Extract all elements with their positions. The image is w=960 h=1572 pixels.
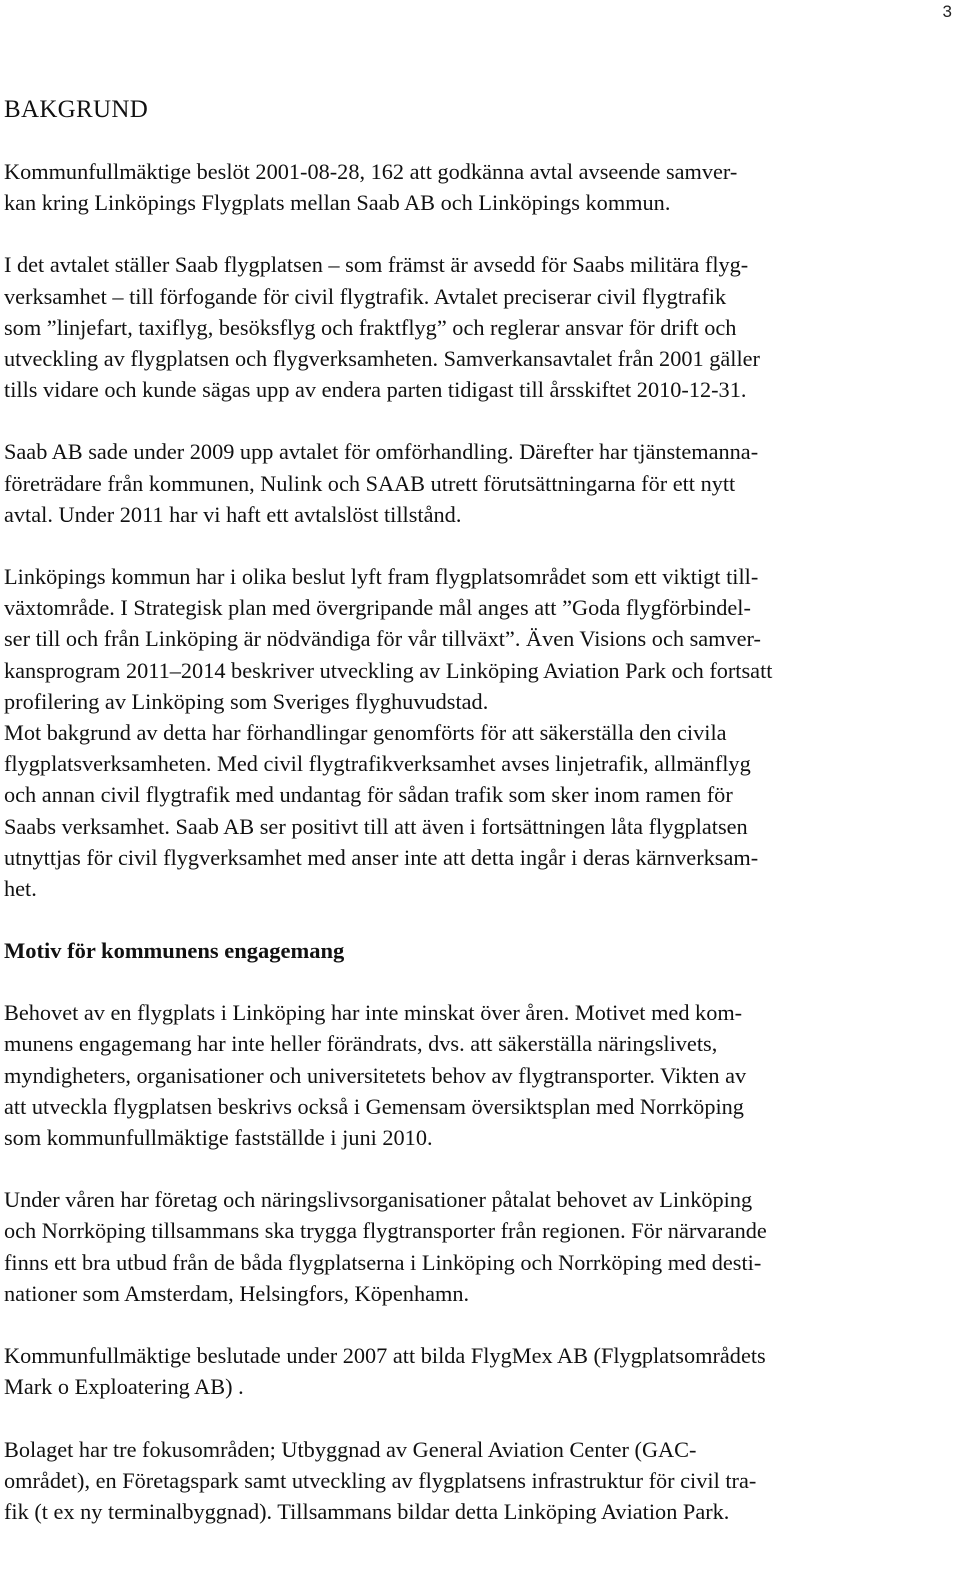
paragraph-agreement: I det avtalet ställer Saab flygplatsen – som främst är avsedd för Saabs militära flyg- verksamhet – till förfogande för civil flygtrafik. Avtalet preciserar civil flygtrafik som ”linjefart, taxiflyg, besöksflyg och fraktflyg” och reglerar ansvar för drift och utveckling av flygplatsen och flygverksamheten. Samverkansavtalet från 2001 gäller tills vidare och kunde sägas upp av endera parten tidigast till årsskiftet 2010-12-31. — [4, 252, 760, 403]
paragraph-decision-2001: Kommunfullmäktige beslöt 2001-08-28, 162 att godkänna avtal avseende samver- kan kring Linköpings Flygplats mellan Saab AB och Linköpings kommun. — [4, 159, 738, 216]
paragraph-growth-area: Linköpings kommun har i olika beslut lyft fram flygplatsområdet som ett viktigt till- växtområde. I Strategisk plan med övergripande mål anges att ”Goda flygförbindel- ser till och från Linköping är nödvändiga för vår tillväxt”. Även Visions och samver- kansprogram 2011–2014 beskriver utveckling av Linköping Aviation Park och fortsatt profilering av Linköping som Sveriges flyghuvudstad. — [4, 564, 773, 714]
paragraph-renegotiation: Saab AB sade under 2009 upp avtalet för omförhandling. Därefter har tjänstemanna- företrädare från kommunen, Nulink och SAAB utrett förutsättningarna för ett nytt avtal. Under 2011 har vi haft ett avtalslöst tillstånd. — [4, 439, 759, 527]
document-body — [4, 94, 954, 1558]
page-number: 3 — [942, 2, 952, 21]
paragraph-focus-areas: Bolaget har tre fokusområden; Utbyggnad av General Aviation Center (GAC- området), en Företagspark samt utveckling av flygplatsens infrastruktur för civil tra- fik (t ex ny terminalbyggnad). Tillsammans bildar detta Linköping Aviation Park. — [4, 1436, 757, 1524]
paragraph-negotiations: Mot bakgrund av detta har förhandlingar genomförts för att säkerställa den civila flygplatsverksamheten. Med civil flygtrafikverksamhet avses linjetrafik, allmänflyg och annan civil flygtrafik med undantag för sådan trafik som sker inom ramen för Saabs verksamhet. Saab AB ser positivt till att även i fortsättningen låta flygplatsen utnyttjas för civil flygverksamhet med anser inte att detta ingår i deras kärnverksam- het. — [4, 720, 759, 902]
section-heading-bakgrund: BAKGRUND — [4, 96, 149, 123]
paragraph-flygmex: Kommunfullmäktige beslutade under 2007 att bilda FlygMex AB (Flygplatsområdets Mark o Exploatering AB) . — [4, 1343, 766, 1400]
paragraph-spring-companies: Under våren har företag och näringslivsorganisationer påtalat behovet av Linköping och Norrköping tillsammans ska trygga flygtransporter från regionen. För närvarande finns ett bra utbud från de båda flygplatserna i Linköping och Norrköping med desti- nationer som Amsterdam, Helsingfors, Köpenhamn. — [4, 1187, 767, 1306]
paragraph-airport-need: Behovet av en flygplats i Linköping har inte minskat över åren. Motivet med kom- munens engagemang har inte heller förändrats, dvs. att säkerställa näringslivets, myndigheters, organisationer och universitetets behov av flygtransporter. Vikten av att utveckla flygplatsen beskrivs också i Gemensam översiktsplan med Norrköping som kommunfullmäktige fastställde i juni 2010. — [4, 1000, 747, 1151]
section-heading-motiv: Motiv för kommunens engagemang — [4, 938, 345, 964]
